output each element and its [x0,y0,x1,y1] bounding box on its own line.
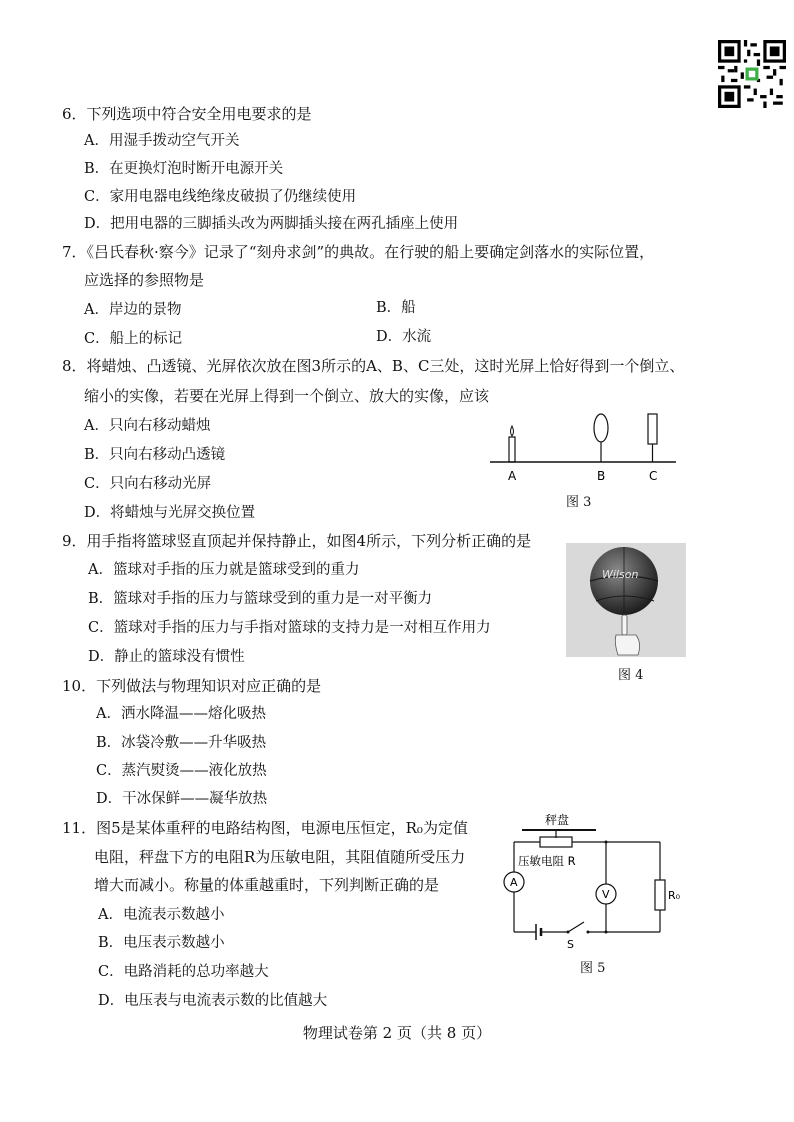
q11-option-b: B．电压表示数越小 [98,935,225,951]
fig3-label-b: B [597,469,606,483]
qr-code-icon [718,40,786,108]
figure-5-circuit-diagram [496,810,681,951]
fig5-r0-label: R₀ [668,889,681,902]
candle-icon [509,426,515,462]
q7-stem-line2: 应选择的参照物是 [84,271,205,289]
q8-stem-line1: 8．将蜡烛、凸透镜、光屏依次放在图3所示的A、B、C三处，这时光屏上恰好得到一个倒立、 [62,357,685,375]
q7-option-a: A．岸边的景物 [84,302,182,318]
fig5-caption: 图 5 [580,961,606,976]
q11-option-c: C．电路消耗的总功率越大 [98,964,269,980]
figure-4-basketball-photo [566,543,686,657]
q6-option-d: D．把用电器的三脚插头改为两脚插头接在两孔插座上使用 [84,216,459,232]
fig3-label-a: A [508,469,517,483]
q6-stem: 6．下列选项中符合安全用电要求的是 [62,105,312,123]
q11-stem-line3: 增大而减小。称量的体重越重时，下列判断正确的是 [94,876,440,894]
q9-option-a: A．篮球对手指的压力就是篮球受到的重力 [88,562,360,578]
q6-option-c: C．家用电器电线绝缘皮破损了仍继续使用 [84,189,357,205]
q11-stem-line2: 电阻，秤盘下方的电阻R为压敏电阻，其阻值随所受压力 [94,848,466,866]
q10-stem: 10．下列做法与物理知识对应正确的是 [62,677,322,695]
q7-stem-line1: 7．《吕氏春秋·察今》记录了“刻舟求剑”的典故。在行驶的船上要确定剑落水的实际位置， [62,243,655,261]
pressure-resistor [540,837,572,847]
convex-lens-icon [594,414,608,462]
q7-option-b: B．船 [376,300,416,316]
q8-option-b: B．只向右移动凸透镜 [84,447,226,463]
fig3-label-c: C [649,469,658,483]
hand-icon [615,615,639,655]
q7-option-c: C．船上的标记 [84,331,183,347]
q6-option-b: B．在更换灯泡时断开电源开关 [84,161,284,177]
q9-option-b: B．篮球对手指的压力与篮球受到的重力是一对平衡力 [88,591,433,607]
fixed-resistor-r0 [655,880,665,910]
fig5-pan-label: 秤盘 [545,813,570,827]
q10-option-d: D．干冰保鲜——凝华放热 [96,791,268,807]
fig5-switch-label: S [567,938,574,951]
q9-option-d: D．静止的篮球没有惯性 [88,649,245,665]
q8-stem-line2: 缩小的实像，若要在光屏上得到一个倒立、放大的实像，应该 [84,387,490,405]
fig5-voltmeter-label: V [602,888,610,901]
q7-option-d: D．水流 [376,329,432,345]
figure-3-optical-bench [488,408,678,488]
fig3-caption: 图 3 [566,495,592,510]
q11-stem-line1: 11．图5是某体重秤的电路结构图，电源电压恒定，R₀为定值 [62,819,468,837]
fig4-caption: 图 4 [618,668,644,683]
q10-option-a: A．洒水降温——熔化吸热 [96,706,266,722]
q6-option-a: A．用湿手拨动空气开关 [84,133,240,149]
q11-option-a: A．电流表示数越小 [98,907,225,923]
switch-icon [568,922,584,932]
q8-option-a: A．只向右移动蜡烛 [84,418,211,434]
q11-option-d: D．电压表与电流表示数的比值越大 [98,993,328,1009]
fig5-ammeter-label: A [510,876,518,889]
q10-option-c: C．蒸汽熨烫——液化放热 [96,763,267,779]
q9-option-c: C．篮球对手指的压力与手指对篮球的支持力是一对相互作用力 [88,620,491,636]
fig5-resistor-label: 压敏电阻 R [518,854,576,868]
q10-option-b: B．冰袋冷敷——升华吸热 [96,735,267,751]
q8-option-d: D．将蜡烛与光屏交换位置 [84,505,256,521]
light-screen-icon [648,414,657,462]
q8-option-c: C．只向右移动光屏 [84,476,212,492]
ball-brand-text: Wilson [602,568,639,581]
q9-stem: 9．用手指将篮球竖直顶起并保持静止，如图4所示，下列分析正确的是 [62,532,532,550]
page-footer: 物理试卷第 2 页（共 8 页） [302,1024,492,1042]
